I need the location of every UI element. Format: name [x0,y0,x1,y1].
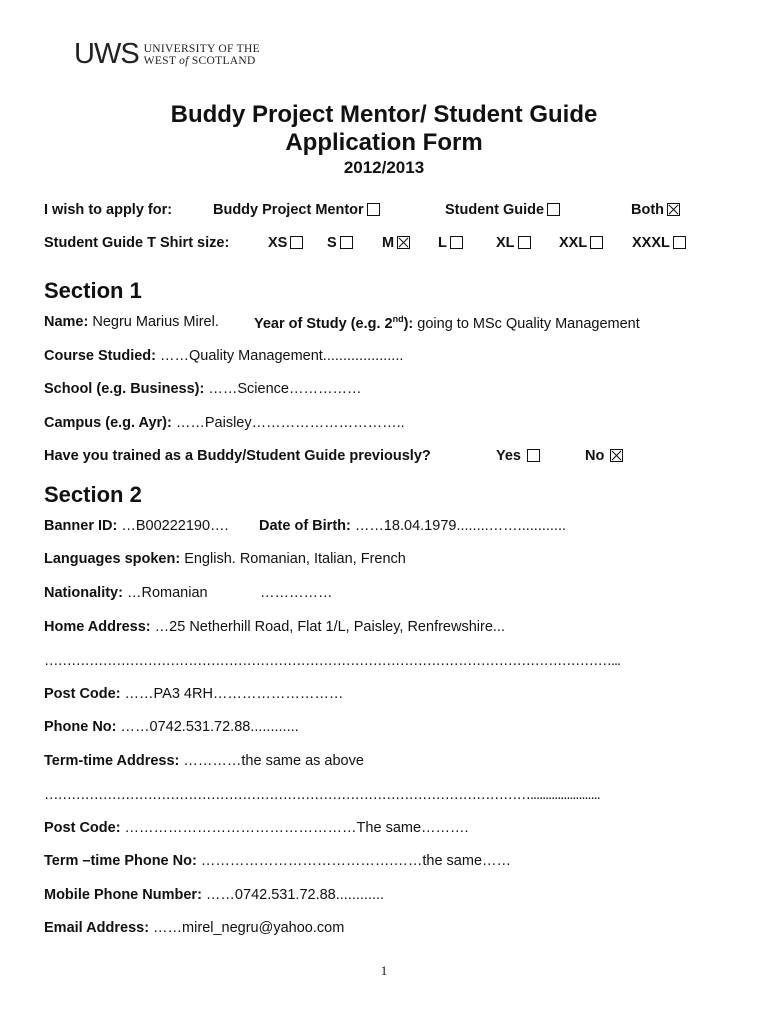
checkbox-trained-yes[interactable] [527,449,540,462]
logo-line-2a: WEST [143,54,180,67]
university-logo [74,40,260,69]
home-address-value[interactable]: …25 Netherhill Road, Flat 1/L, Paisley, Renfrewshire... [150,619,505,635]
apply-option-both-label: Both [631,202,665,218]
course-value[interactable]: ……Quality Management.................... [155,348,404,364]
postcode-value[interactable]: ……PA3 4RH……………………… [120,686,344,702]
size-l[interactable] [438,235,463,251]
phone-value[interactable]: ……0742.531.72.88............ [116,719,299,735]
trained-yes-label: Yes [496,448,521,464]
apply-option-both[interactable] [631,202,680,218]
dob-value[interactable]: ……18.04.1979........……............ [350,518,567,534]
form-title-line-2: Application Form [285,129,483,156]
checkbox-size-xxxl[interactable] [673,236,686,249]
nationality-row [44,585,208,601]
logo-mark: UWS [74,38,139,70]
checkbox-size-m[interactable] [397,236,410,249]
section-1-heading: Section 1 [44,278,142,303]
year-of-study-row [254,314,640,332]
page-number: 1 [380,963,388,978]
languages-row [44,551,406,567]
size-xs-label: XS [268,235,288,251]
checkbox-guide[interactable] [547,203,560,216]
size-m[interactable] [382,235,410,251]
size-xxxl-label: XXXL [632,235,670,251]
size-xxl[interactable] [559,235,603,251]
postcode2-value[interactable]: …………………………………………The same………. [120,820,469,836]
school-label: School (e.g. Business): [44,381,205,397]
logo-line-2-of: of [179,54,189,67]
phone-row [44,719,299,735]
trained-yes[interactable] [496,448,540,464]
trained-question: Have you trained as a Buddy/Student Guide previously? [44,448,431,464]
year-label-text: Year of Study (e.g. 2 [254,315,393,332]
phone-label: Phone No: [44,719,117,735]
dob-row [259,518,566,534]
section-2-heading: Section 2 [44,482,142,507]
checkbox-mentor[interactable] [367,203,380,216]
logo-line-2b: SCOTLAND [188,54,256,67]
home-address-row [44,619,505,635]
postcode-row [44,686,343,702]
size-s[interactable] [327,235,353,251]
size-xs[interactable] [268,235,303,251]
school-row [44,381,361,397]
size-l-label: L [438,235,447,251]
dob-label: Date of Birth: [259,518,351,534]
checkbox-size-xl[interactable] [518,236,531,249]
email-row [44,920,344,936]
term-address-label: Term-time Address: [44,753,180,769]
logo-text [144,43,260,67]
languages-label: Languages spoken: [44,551,181,567]
course-label: Course Studied: [44,348,156,364]
mobile-value[interactable]: ……0742.531.72.88............ [201,887,385,903]
postcode-label: Post Code: [44,686,121,702]
checkbox-trained-no[interactable] [610,449,623,462]
school-value[interactable]: ……Science…………… [204,381,362,397]
checkbox-size-xs[interactable] [290,236,303,249]
form-year: 2012/2013 [343,158,425,177]
banner-row [44,518,229,534]
name-label: Name: [44,314,89,330]
name-value[interactable]: Negru Marius Mirel. [88,314,219,330]
email-value[interactable]: ……mirel_negru@yahoo.com [149,920,345,936]
postcode2-row [44,820,469,836]
checkbox-size-l[interactable] [450,236,463,249]
nationality-label: Nationality: [44,585,123,601]
size-xl-label: XL [496,235,515,251]
postcode2-label: Post Code: [44,820,121,836]
year-label-end: ): [403,315,414,332]
term-phone-row [44,853,511,869]
form-title-line-1: Buddy Project Mentor/ Student Guide [170,101,598,128]
logo-line-2 [144,55,260,67]
apply-label: I wish to apply for: [44,202,173,218]
nationality-dots: …………… [260,585,333,601]
trained-no-label: No [585,448,605,464]
tshirt-label: Student Guide T Shirt size: [44,235,230,251]
size-xxxl[interactable] [632,235,686,251]
apply-option-mentor-label: Buddy Project Mentor [213,202,364,218]
home-address-label: Home Address: [44,619,151,635]
campus-value[interactable]: ……Paisley………………………….. [171,415,405,431]
mobile-label: Mobile Phone Number: [44,887,202,903]
term-address-row [44,753,364,769]
term-address-value[interactable]: …………the same as above [179,753,364,769]
year-label-sup: nd [392,314,404,324]
email-label: Email Address: [44,920,150,936]
nationality-value[interactable]: …Romanian [122,585,208,601]
campus-label: Campus (e.g. Ayr): [44,415,172,431]
apply-option-guide-label: Student Guide [445,202,545,218]
checkbox-size-xxl[interactable] [590,236,603,249]
banner-label: Banner ID: [44,518,118,534]
apply-option-guide[interactable] [445,202,560,218]
logo-line-1: UNIVERSITY OF THE [143,42,260,55]
name-row [44,314,219,330]
size-s-label: S [327,235,337,251]
term-phone-value[interactable]: ………………………………….……the same…… [196,853,512,869]
term-address-line-2[interactable]: ………………………………………………………………………………………………....................... [44,787,600,803]
year-value[interactable]: going to MSc Quality Management [413,315,640,332]
term-phone-label: Term –time Phone No: [44,853,197,869]
languages-value[interactable]: English. Romanian, Italian, French [180,551,406,567]
banner-value[interactable]: …B00222190…. [117,518,229,534]
mobile-row [44,887,384,903]
trained-no[interactable] [585,448,623,464]
year-label [254,316,413,332]
apply-option-mentor[interactable] [213,202,380,218]
checkbox-both[interactable] [667,203,680,216]
size-xl[interactable] [496,235,531,251]
size-xxl-label: XXL [559,235,588,251]
home-address-line-2[interactable]: ………………………………………………………………………………………………………………... [44,653,621,669]
size-m-label: M [382,235,395,251]
checkbox-size-s[interactable] [340,236,353,249]
course-row [44,348,403,364]
campus-row [44,415,405,431]
